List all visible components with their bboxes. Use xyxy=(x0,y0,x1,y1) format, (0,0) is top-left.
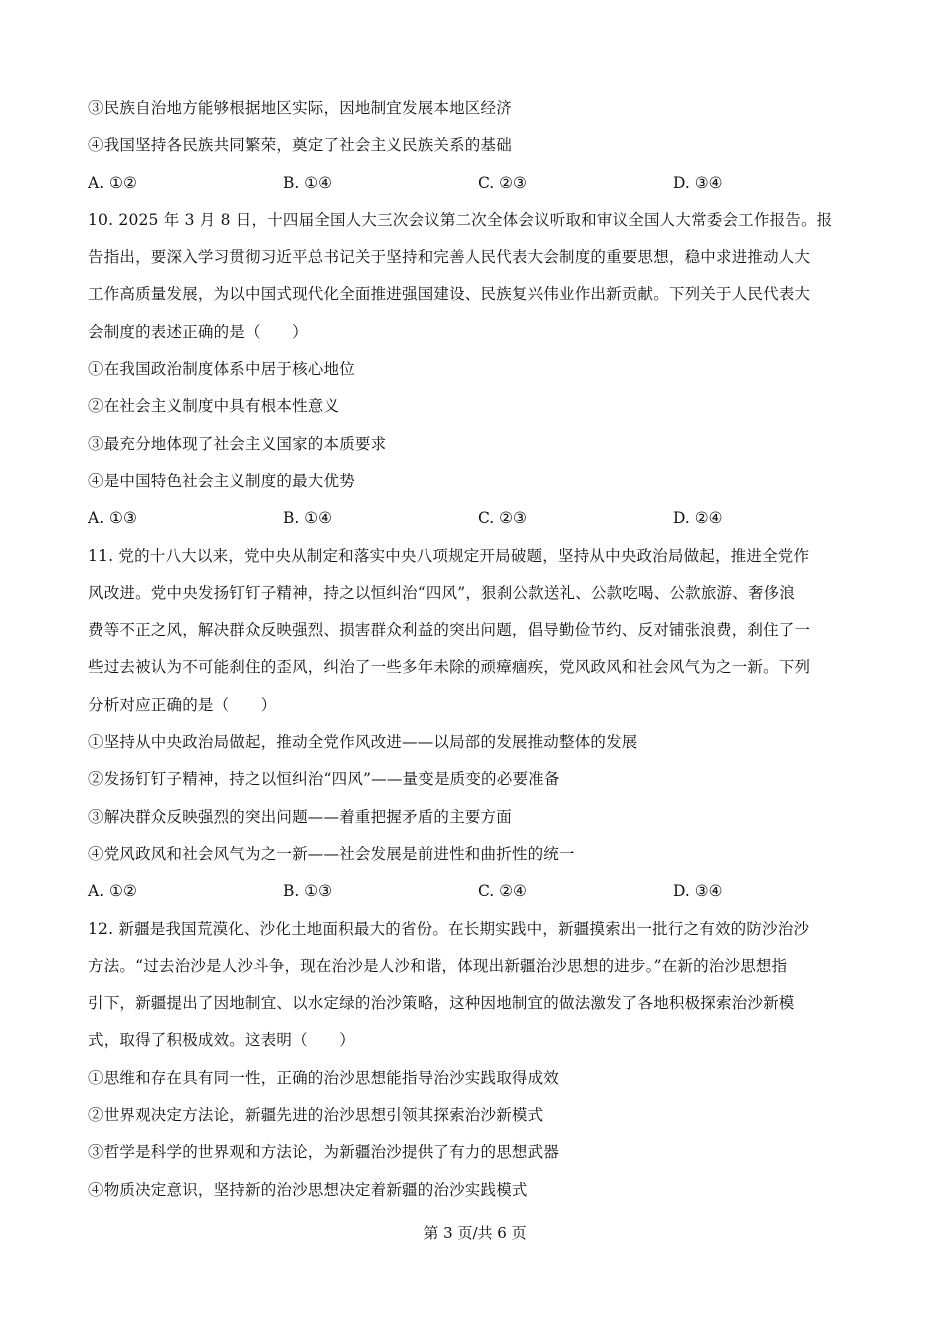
q10-item-4: ④是中国特色社会主义制度的最大优势 xyxy=(88,471,355,490)
q12-stem-line: 方法。“过去治沙是人沙斗争，现在治沙是人沙和谐，体现出新疆治沙思想的进步。”在新的治沙思想指 xyxy=(88,956,788,975)
q11-stem-line: 11. 党的十八大以来，党中央从制定和落实中央八项规定开局破题，坚持从中央政治局做起，推进全党作 xyxy=(88,546,810,565)
q11-stem-line: 费等不正之风，解决群众反映强烈、损害群众利益的突出问题，倡导勤俭节约、反对铺张浪费，刹住了一 xyxy=(88,621,811,640)
q9-option-c: C. ②③ xyxy=(478,173,527,192)
q9-options xyxy=(88,165,868,202)
q10-stem-line: 会制度的表述正确的是（ ） xyxy=(88,322,308,341)
q12-item-2: ②世界观决定方法论，新疆先进的治沙思想引领其探索治沙新模式 xyxy=(88,1106,544,1125)
q12-stem-line: 式，取得了积极成效。这表明（ ） xyxy=(88,1031,355,1050)
q9-item-4: ④我国坚持各民族共同繁荣，奠定了社会主义民族关系的基础 xyxy=(88,136,512,155)
q11-stem-line: 些过去被认为不可能刹住的歪风，纠治了一些多年未除的顽瘴痼疾，党风政风和社会风气为之一新。下列 xyxy=(88,658,811,677)
q9-option-a: A. ①② xyxy=(88,173,137,192)
question-10 xyxy=(88,202,868,538)
q10-option-a: A. ①③ xyxy=(88,509,137,528)
question-9 xyxy=(88,90,868,202)
q10-options xyxy=(88,500,868,537)
question-12 xyxy=(88,911,868,1209)
q11-stem-line: 分析对应正确的是（ ） xyxy=(88,695,277,714)
q11-stem-line: 风改进。党中央发扬钉钉子精神，持之以恒纠治“四风”，狠刹公款送礼、公款吃喝、公款旅游、奢侈浪 xyxy=(88,583,796,602)
q11-item-4: ④党风政风和社会风气为之一新——社会发展是前进性和曲折性的统一 xyxy=(88,844,575,863)
q10-option-b: B. ①④ xyxy=(283,509,333,528)
q10-option-d: D. ②④ xyxy=(673,509,723,528)
q10-item-1: ①在我国政治制度体系中居于核心地位 xyxy=(88,360,355,379)
question-11 xyxy=(88,538,868,911)
q11-option-d: D. ③④ xyxy=(673,882,723,901)
q11-option-a: A. ①② xyxy=(88,882,137,901)
exam-page xyxy=(88,90,868,1209)
q10-stem-line: 告指出，要深入学习贯彻习近平总书记关于坚持和完善人民代表大会制度的重要思想，稳中求进推动人大 xyxy=(88,248,811,267)
q10-item-3: ③最充分地体现了社会主义国家的本质要求 xyxy=(88,434,387,453)
q11-item-1: ①坚持从中央政治局做起，推动全党作风改进——以局部的发展推动整体的发展 xyxy=(88,733,638,752)
q11-option-c: C. ②④ xyxy=(478,882,527,901)
q11-option-b: B. ①③ xyxy=(283,882,333,901)
q11-item-3: ③解决群众反映强烈的突出问题——着重把握矛盾的主要方面 xyxy=(88,807,512,826)
q12-item-3: ③哲学是科学的世界观和方法论，为新疆治沙提供了有力的思想武器 xyxy=(88,1143,560,1162)
q9-option-b: B. ①④ xyxy=(283,173,333,192)
q10-option-c: C. ②③ xyxy=(478,509,527,528)
q12-item-4: ④物质决定意识，坚持新的治沙思想决定着新疆的治沙实践模式 xyxy=(88,1180,528,1199)
q10-item-2: ②在社会主义制度中具有根本性意义 xyxy=(88,397,340,416)
q12-item-1: ①思维和存在具有同一性，正确的治沙思想能指导治沙实践取得成效 xyxy=(88,1068,560,1087)
q11-options xyxy=(88,873,868,910)
q12-stem-line: 12. 新疆是我国荒漠化、沙化土地面积最大的省份。在长期实践中，新疆摸索出一批行之有效的防沙治沙 xyxy=(88,919,810,938)
q12-stem-line: 引下，新疆提出了因地制宜、以水定绿的治沙策略，这种因地制宜的做法激发了各地积极探索治沙新模 xyxy=(88,994,795,1013)
q9-option-d: D. ③④ xyxy=(673,173,723,192)
q10-stem-line: 工作高质量发展，为以中国式现代化全面推进强国建设、民族复兴伟业作出新贡献。下列关于人民代表大 xyxy=(88,285,811,304)
page-number: 第 3 页/共 6 页 xyxy=(423,1224,527,1242)
q11-item-2: ②发扬钉钉子精神，持之以恒纠治“四风”——量变是质变的必要准备 xyxy=(88,770,560,789)
q9-item-3: ③民族自治地方能够根据地区实际，因地制宜发展本地区经济 xyxy=(88,99,512,117)
q10-stem-line: 10. 2025 年 3 月 8 日，十四届全国人大三次会议第二次全体会议听取和审议全国人大常委会工作报告。报 xyxy=(88,210,833,229)
